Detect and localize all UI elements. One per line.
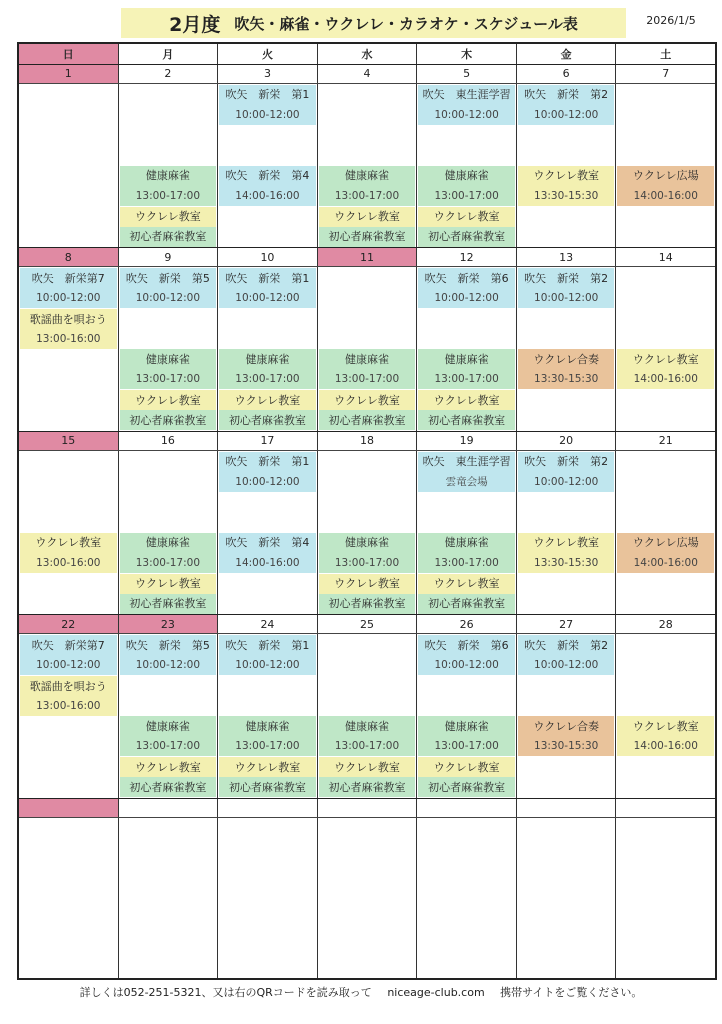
event-title: ウクレレ教室 xyxy=(632,352,699,366)
day-cell xyxy=(118,451,218,615)
event-title: 吹矢 新栄 第6 xyxy=(424,638,509,652)
event-title: ウクレレ教室 xyxy=(433,393,500,407)
event-title: 初心者麻雀教室 xyxy=(129,413,207,427)
event-block xyxy=(120,757,217,777)
weekday-header: 火 xyxy=(217,44,317,64)
day-cell xyxy=(217,818,317,978)
event-title: 健康麻雀 xyxy=(145,352,190,366)
event-block xyxy=(518,268,615,308)
day-cell xyxy=(317,451,417,615)
event-title: 吹矢 新栄 第1 xyxy=(225,455,310,469)
event-time: 10:00-12:00 xyxy=(135,292,201,305)
date-number: 11 xyxy=(317,248,417,266)
event-block xyxy=(319,349,416,389)
date-number xyxy=(416,799,516,817)
event-time: 14:00-16:00 xyxy=(235,189,300,202)
event-title: ウクレレ広場 xyxy=(632,169,699,183)
event-block xyxy=(617,716,714,756)
event-title: 吹矢 新栄 第6 xyxy=(424,271,509,285)
event-block xyxy=(120,574,217,594)
event-title: 歌謡曲を唄おう xyxy=(29,679,107,693)
event-time: 13:00-17:00 xyxy=(334,189,400,202)
issue-date: 2026/1/5 xyxy=(646,14,696,27)
event-block xyxy=(219,777,316,797)
event-time: 13:30-15:30 xyxy=(534,189,599,202)
event-title: ウクレレ教室 xyxy=(533,169,600,183)
event-block xyxy=(20,309,117,349)
day-cell xyxy=(317,267,417,431)
event-block xyxy=(418,716,515,756)
event-time: 14:00-16:00 xyxy=(235,556,300,569)
event-title: 健康麻雀 xyxy=(345,352,390,366)
footer xyxy=(0,984,722,1000)
event-title: ウクレレ教室 xyxy=(334,210,400,224)
event-title: 吹矢 東生涯学習 xyxy=(422,455,511,469)
event-title: 吹矢 新栄 第4 xyxy=(225,536,310,550)
date-number: 26 xyxy=(416,615,516,633)
event-title: ウクレレ教室 xyxy=(433,210,500,224)
event-time: 10:00-12:00 xyxy=(434,108,499,121)
event-block xyxy=(219,716,316,756)
event-time: 13:30-15:30 xyxy=(534,740,599,753)
event-time: 10:00-12:00 xyxy=(434,659,499,672)
date-number: 20 xyxy=(516,432,616,450)
calendar-grid xyxy=(17,42,717,980)
day-cell xyxy=(118,634,218,798)
event-time: 10:00-12:00 xyxy=(235,292,300,305)
event-title: 初心者麻雀教室 xyxy=(428,413,506,427)
event-title: 健康麻雀 xyxy=(444,352,489,366)
event-block xyxy=(219,85,316,125)
event-title: ウクレレ教室 xyxy=(135,760,201,774)
event-block xyxy=(319,533,416,573)
date-number xyxy=(615,799,715,817)
event-title: 健康麻雀 xyxy=(345,536,390,550)
event-block xyxy=(120,390,217,410)
weekday-header: 月 xyxy=(118,44,218,64)
event-title: 歌謡曲を唄おう xyxy=(29,312,107,326)
event-block xyxy=(418,635,515,675)
date-number: 7 xyxy=(615,65,715,83)
event-block xyxy=(120,594,217,614)
event-block xyxy=(418,85,515,125)
date-row xyxy=(19,799,715,818)
event-time: 10:00-12:00 xyxy=(36,292,101,305)
event-block xyxy=(418,390,515,410)
date-row xyxy=(19,432,715,451)
day-cell xyxy=(118,267,218,431)
event-block xyxy=(319,777,416,797)
date-number: 22 xyxy=(19,615,118,633)
event-block xyxy=(518,716,615,756)
event-title: ウクレレ教室 xyxy=(234,760,301,774)
event-block xyxy=(617,533,714,573)
event-block xyxy=(319,716,416,756)
event-title: ウクレレ教室 xyxy=(135,210,201,224)
event-title: ウクレレ教室 xyxy=(334,577,400,591)
event-time: 10:00-12:00 xyxy=(235,475,300,488)
date-number: 4 xyxy=(317,65,417,83)
event-title: ウクレレ教室 xyxy=(135,577,201,591)
event-title: 吹矢 新栄 第5 xyxy=(125,271,210,285)
event-title: 吹矢 東生涯学習 xyxy=(422,88,511,102)
event-time: 10:00-12:00 xyxy=(36,659,101,672)
events-row xyxy=(19,451,715,615)
event-block xyxy=(518,349,615,389)
day-cell xyxy=(416,267,516,431)
date-number: 13 xyxy=(516,248,616,266)
event-block xyxy=(418,777,515,797)
event-block xyxy=(120,227,217,247)
date-number xyxy=(118,799,218,817)
event-time: 13:00-16:00 xyxy=(36,700,101,713)
event-block xyxy=(219,166,316,206)
event-title: 初心者麻雀教室 xyxy=(328,230,406,244)
day-cell xyxy=(317,634,417,798)
event-title: 健康麻雀 xyxy=(444,169,489,183)
calendar-week xyxy=(19,615,715,799)
day-cell xyxy=(217,634,317,798)
event-time: 10:00-12:00 xyxy=(235,659,300,672)
date-row xyxy=(19,65,715,84)
weekday-header: 金 xyxy=(516,44,616,64)
event-time: 13:00-17:00 xyxy=(135,189,201,202)
footer-site-link[interactable]: niceage-club.com xyxy=(387,986,485,999)
event-title: ウクレレ教室 xyxy=(533,536,600,550)
event-time: 13:00-17:00 xyxy=(334,373,400,386)
event-block xyxy=(120,533,217,573)
day-cell xyxy=(317,84,417,248)
date-number: 16 xyxy=(118,432,218,450)
event-title: 健康麻雀 xyxy=(345,719,390,733)
day-cell xyxy=(516,84,616,248)
day-cell xyxy=(416,451,516,615)
event-time: 13:00-17:00 xyxy=(334,740,400,753)
day-cell xyxy=(19,451,118,615)
day-cell xyxy=(118,84,218,248)
event-block xyxy=(418,452,515,492)
weekday-header: 日 xyxy=(19,44,118,64)
weekday-header-row xyxy=(19,44,715,65)
event-block xyxy=(219,390,316,410)
event-time: 13:00-17:00 xyxy=(434,189,499,202)
event-title: 初心者麻雀教室 xyxy=(328,780,406,794)
date-number: 28 xyxy=(615,615,715,633)
weekday-header: 水 xyxy=(317,44,417,64)
event-block xyxy=(20,268,117,308)
schedule-title: 吹矢・麻雀・ウクレレ・カラオケ・スケジュール表 xyxy=(234,14,578,33)
events-row xyxy=(19,267,715,431)
day-cell xyxy=(615,451,715,615)
day-cell xyxy=(317,818,417,978)
event-title: ウクレレ教室 xyxy=(135,393,201,407)
event-title: 健康麻雀 xyxy=(245,719,290,733)
calendar-week xyxy=(19,799,715,978)
events-row xyxy=(19,818,715,978)
event-title: 初心者麻雀教室 xyxy=(328,597,406,611)
date-number: 15 xyxy=(19,432,118,450)
calendar-week xyxy=(19,248,715,432)
event-title: 吹矢 新栄 第2 xyxy=(524,271,609,285)
event-time: 13:30-15:30 xyxy=(534,556,599,569)
event-block xyxy=(219,757,316,777)
events-row xyxy=(19,84,715,248)
date-number: 18 xyxy=(317,432,417,450)
date-number: 10 xyxy=(217,248,317,266)
event-block xyxy=(219,452,316,492)
event-title: ウクレレ合奏 xyxy=(533,352,600,366)
event-time: 14:00-16:00 xyxy=(633,556,698,569)
day-cell xyxy=(516,267,616,431)
event-block xyxy=(319,166,416,206)
event-title: 健康麻雀 xyxy=(145,536,190,550)
day-cell xyxy=(516,634,616,798)
day-cell xyxy=(118,818,218,978)
date-row xyxy=(19,615,715,634)
day-cell xyxy=(516,451,616,615)
event-title: ウクレレ合奏 xyxy=(533,719,600,733)
event-block xyxy=(518,85,615,125)
date-number xyxy=(217,799,317,817)
event-block xyxy=(319,574,416,594)
event-time: 10:00-12:00 xyxy=(235,108,300,121)
event-title: ウクレレ教室 xyxy=(234,393,301,407)
event-time: 13:30-15:30 xyxy=(534,373,599,386)
event-block xyxy=(319,390,416,410)
date-number xyxy=(19,799,118,817)
event-time: 13:00-17:00 xyxy=(235,740,300,753)
date-number: 23 xyxy=(118,615,218,633)
event-block xyxy=(617,349,714,389)
calendar-week xyxy=(19,65,715,249)
event-time: 14:00-16:00 xyxy=(633,740,698,753)
event-title: ウクレレ教室 xyxy=(433,577,500,591)
event-title: 健康麻雀 xyxy=(444,536,489,550)
day-cell xyxy=(615,267,715,431)
event-title: 健康麻雀 xyxy=(245,352,290,366)
day-cell xyxy=(217,267,317,431)
event-block xyxy=(219,410,316,430)
event-block xyxy=(120,349,217,389)
day-cell xyxy=(19,84,118,248)
event-block xyxy=(418,207,515,227)
date-number: 9 xyxy=(118,248,218,266)
day-cell xyxy=(416,634,516,798)
event-title: 吹矢 新栄 第2 xyxy=(524,638,609,652)
date-number: 12 xyxy=(416,248,516,266)
event-title: 初心者麻雀教室 xyxy=(228,413,306,427)
event-time: 10:00-12:00 xyxy=(534,108,599,121)
day-cell xyxy=(615,634,715,798)
event-title: 初心者麻雀教室 xyxy=(428,780,506,794)
date-number: 21 xyxy=(615,432,715,450)
event-block xyxy=(418,349,515,389)
event-title: 吹矢 新栄 第1 xyxy=(225,638,310,652)
event-title: 初心者麻雀教室 xyxy=(129,780,207,794)
event-block xyxy=(120,635,217,675)
month-label: 2月度 xyxy=(169,13,221,36)
date-number: 5 xyxy=(416,65,516,83)
event-block xyxy=(319,594,416,614)
event-time: 13:00-17:00 xyxy=(135,373,201,386)
event-block xyxy=(219,349,316,389)
event-time: 13:00-17:00 xyxy=(434,740,499,753)
event-time: 13:00-16:00 xyxy=(36,556,101,569)
event-title: ウクレレ教室 xyxy=(632,719,699,733)
event-title: 吹矢 新栄 第1 xyxy=(225,88,310,102)
event-block xyxy=(120,268,217,308)
event-time: 13:00-17:00 xyxy=(135,556,201,569)
event-block xyxy=(319,227,416,247)
event-title: ウクレレ教室 xyxy=(35,536,102,550)
event-time: 雲竜会場 xyxy=(445,475,488,488)
event-time: 10:00-12:00 xyxy=(434,292,499,305)
event-time: 13:00-17:00 xyxy=(434,373,499,386)
event-block xyxy=(120,410,217,430)
event-block xyxy=(518,533,615,573)
date-row xyxy=(19,248,715,267)
event-time: 10:00-12:00 xyxy=(534,659,599,672)
event-title: ウクレレ教室 xyxy=(334,760,400,774)
event-title: 健康麻雀 xyxy=(444,719,489,733)
event-title: 初心者麻雀教室 xyxy=(129,230,207,244)
event-block xyxy=(418,594,515,614)
event-block xyxy=(319,207,416,227)
date-number: 17 xyxy=(217,432,317,450)
event-block xyxy=(518,635,615,675)
event-block xyxy=(120,166,217,206)
event-title: 吹矢 新栄 第2 xyxy=(524,455,609,469)
event-block xyxy=(120,716,217,756)
day-cell xyxy=(19,818,118,978)
event-block xyxy=(518,452,615,492)
day-cell xyxy=(416,818,516,978)
date-number: 14 xyxy=(615,248,715,266)
event-title: 初心者麻雀教室 xyxy=(428,230,506,244)
date-number xyxy=(317,799,417,817)
event-title: 健康麻雀 xyxy=(145,169,190,183)
date-number xyxy=(516,799,616,817)
event-block xyxy=(418,410,515,430)
date-number: 24 xyxy=(217,615,317,633)
event-title: ウクレレ教室 xyxy=(334,393,400,407)
event-block xyxy=(20,676,117,716)
event-block xyxy=(418,757,515,777)
event-block xyxy=(418,574,515,594)
event-title: 吹矢 新栄 第1 xyxy=(225,271,310,285)
footer-contact: 詳しくは052-251-5321、又は右のQRコードを読み取って xyxy=(79,986,372,999)
weekday-header: 土 xyxy=(615,44,715,64)
day-cell xyxy=(217,451,317,615)
date-number: 8 xyxy=(19,248,118,266)
event-block xyxy=(20,533,117,573)
date-number: 25 xyxy=(317,615,417,633)
day-cell xyxy=(217,84,317,248)
event-block xyxy=(219,533,316,573)
event-block xyxy=(219,635,316,675)
day-cell xyxy=(615,818,715,978)
event-time: 13:00-16:00 xyxy=(36,333,101,346)
event-block xyxy=(120,207,217,227)
date-number: 19 xyxy=(416,432,516,450)
event-block xyxy=(120,777,217,797)
event-title: 吹矢 新栄 第2 xyxy=(524,88,609,102)
event-time: 14:00-16:00 xyxy=(633,189,698,202)
event-title: 初心者麻雀教室 xyxy=(428,597,506,611)
day-cell xyxy=(615,84,715,248)
day-cell xyxy=(516,818,616,978)
events-row xyxy=(19,634,715,798)
date-number: 1 xyxy=(19,65,118,83)
event-block xyxy=(319,757,416,777)
event-title: 吹矢 新栄第7 xyxy=(31,271,105,285)
event-block xyxy=(319,410,416,430)
date-number: 3 xyxy=(217,65,317,83)
event-block xyxy=(418,268,515,308)
event-time: 13:00-17:00 xyxy=(334,556,400,569)
event-block xyxy=(418,533,515,573)
event-time: 13:00-17:00 xyxy=(434,556,499,569)
event-title: 初心者麻雀教室 xyxy=(129,597,207,611)
date-number: 2 xyxy=(118,65,218,83)
event-block xyxy=(418,227,515,247)
event-block xyxy=(219,268,316,308)
footer-note: 携帯サイトをご覧ください。 xyxy=(500,986,643,999)
event-title: 初心者麻雀教室 xyxy=(228,780,306,794)
event-block xyxy=(418,166,515,206)
event-title: 健康麻雀 xyxy=(345,169,390,183)
event-block xyxy=(518,166,615,206)
event-time: 13:00-17:00 xyxy=(135,740,201,753)
weekday-header: 木 xyxy=(416,44,516,64)
schedule-title-bar xyxy=(121,8,626,38)
event-block xyxy=(20,635,117,675)
date-number: 27 xyxy=(516,615,616,633)
day-cell xyxy=(416,84,516,248)
calendar-week xyxy=(19,432,715,616)
event-time: 13:00-17:00 xyxy=(235,373,300,386)
event-title: 吹矢 新栄第7 xyxy=(31,638,105,652)
event-title: 吹矢 新栄 第4 xyxy=(225,169,310,183)
event-title: ウクレレ教室 xyxy=(433,760,500,774)
event-title: 健康麻雀 xyxy=(145,719,190,733)
day-cell xyxy=(19,634,118,798)
event-title: 吹矢 新栄 第5 xyxy=(125,638,210,652)
event-title: ウクレレ広場 xyxy=(632,536,699,550)
event-time: 10:00-12:00 xyxy=(135,659,201,672)
date-number: 6 xyxy=(516,65,616,83)
event-time: 10:00-12:00 xyxy=(534,475,599,488)
event-time: 14:00-16:00 xyxy=(633,373,698,386)
event-title: 初心者麻雀教室 xyxy=(328,413,406,427)
day-cell xyxy=(19,267,118,431)
event-time: 10:00-12:00 xyxy=(534,292,599,305)
event-block xyxy=(617,166,714,206)
